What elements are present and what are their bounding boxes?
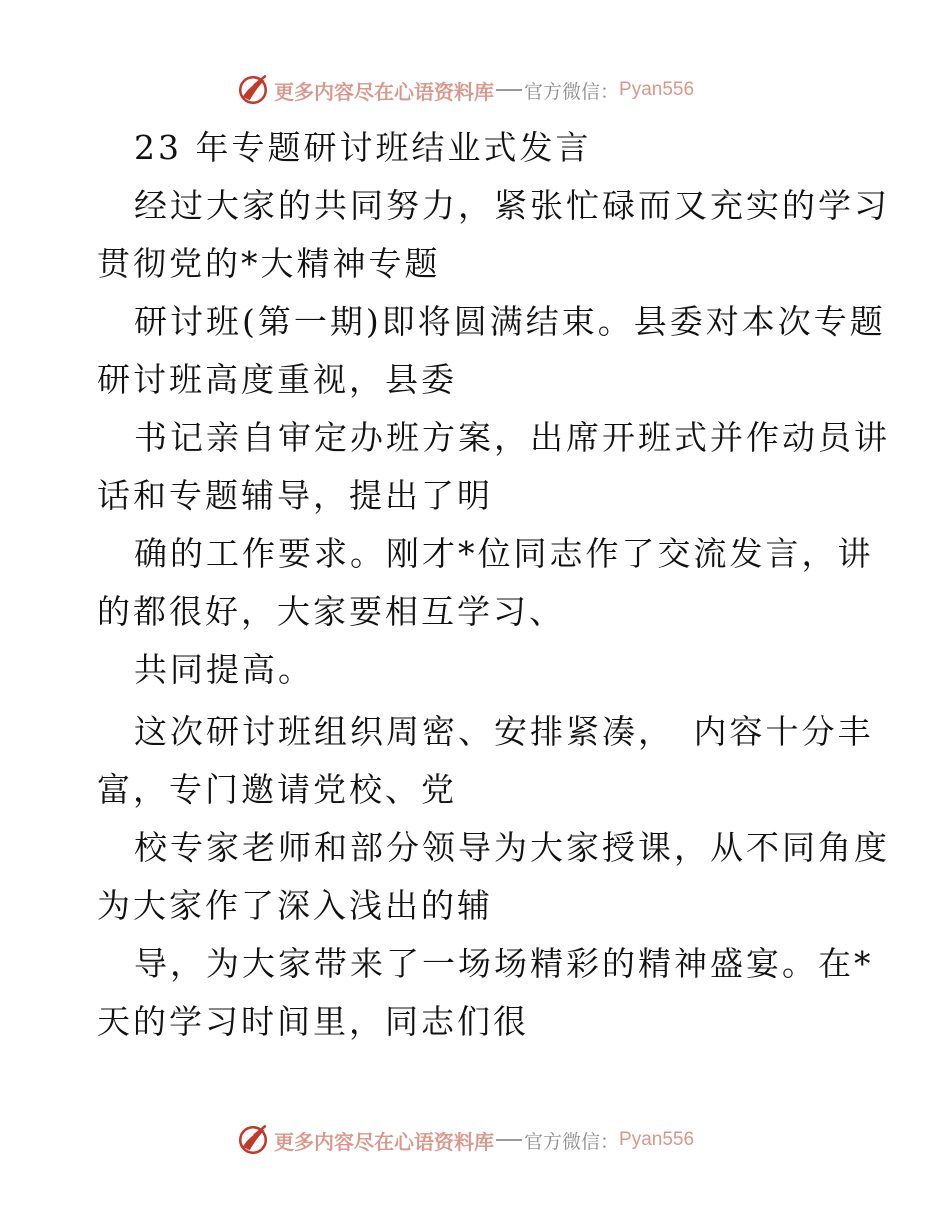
text-line: 这次研讨班组织周密、安排紧凑， 内容十分丰	[134, 712, 874, 751]
text-line: 研讨班(第一期)即将圆满结束。县委对本次专题	[134, 302, 886, 341]
watermark-wechat-id: Pyan556	[619, 1129, 695, 1150]
text-line: 研讨班高度重视，县委	[97, 360, 457, 399]
watermark-text: 更多内容尽在心语资料库	[274, 79, 494, 104]
watermark-footer	[236, 1122, 694, 1158]
text-line: 导，为大家带来了一场场精彩的精神盛宴。在*	[134, 944, 874, 983]
watermark-wechat-label: 官方微信：	[524, 80, 620, 103]
text-line: 话和专题辅导，提出了明	[97, 476, 493, 515]
text-line: 为大家作了深入浅出的辅	[97, 886, 493, 925]
watermark-header	[236, 72, 694, 108]
logo-icon	[236, 73, 270, 107]
text-line: 经过大家的共同努力，紧张忙碌而又充实的学习	[134, 186, 890, 225]
text-line: 的都很好，大家要相互学习、	[97, 592, 565, 631]
text-line: 天的学习时间里，同志们很	[97, 1002, 529, 1041]
text-line: 书记亲自审定办班方案，出席开班式并作动员讲	[134, 418, 890, 457]
watermark-dash	[496, 89, 522, 91]
watermark-wechat-id: Pyan556	[619, 79, 695, 100]
text-line: 确的工作要求。刚才*位同志作了交流发言，讲	[134, 534, 874, 573]
text-line: 共同提高。	[134, 650, 314, 689]
watermark-wechat-label: 官方微信：	[524, 1130, 620, 1153]
document-title: 23 年专题研讨班结业式发言	[134, 128, 592, 167]
logo-icon	[236, 1123, 270, 1157]
text-line: 贯彻党的*大精神专题	[97, 244, 441, 283]
watermark-text: 更多内容尽在心语资料库	[274, 1129, 494, 1154]
text-line: 富，专门邀请党校、党	[97, 770, 457, 809]
text-line: 校专家老师和部分领导为大家授课，从不同角度	[134, 828, 890, 867]
watermark-dash	[496, 1139, 522, 1141]
